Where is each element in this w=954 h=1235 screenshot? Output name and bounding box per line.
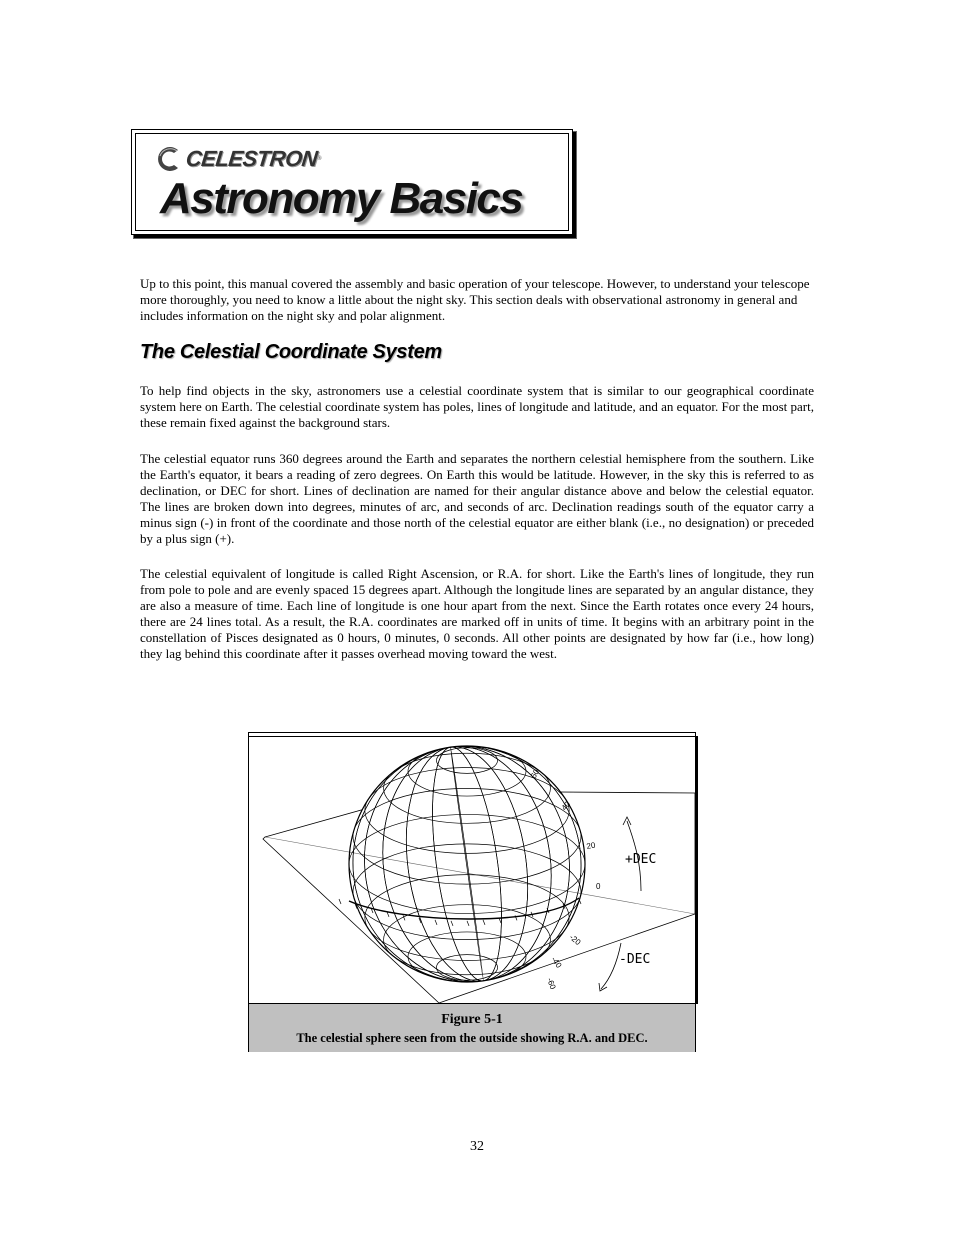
- dec-60-label: 60: [528, 767, 542, 780]
- banner-frame: [135, 133, 569, 231]
- celestron-swoosh-icon: [154, 144, 184, 174]
- figure-5-1: [248, 732, 696, 1052]
- dec-20-label: 20: [585, 840, 597, 851]
- section-heading: The Celestial Coordinate System: [140, 341, 442, 363]
- chapter-title: Astronomy Basics: [160, 174, 523, 223]
- paragraph-right-ascension: The celestial equivalent of longitude is called Right Ascension, or R.A. for short. Like the Earth's lines of longitude, they run from pole to pole and are evenly spaced 15 degrees apart. Although the longitude lines are separated by an angular distance, they are also a measure of time. Each line of longitude is one hour apart from the next. Since the Earth rotates once every 24 hours, there are 24 lines total. As a result, the R.A. coordinates are marked off in units of time. It begins with an arbitrary point in the constellation of Pisces designated as 0 hours, 0 minutes, 0 seconds. All other points are designated by how far (i.e., how long) they lag behind this coordinate after it passes overhead moving toward the west.: [140, 566, 814, 661]
- intro-paragraph: Up to this point, this manual covered the assembly and basic operation of your telescope. However, to understand your telescope more thoroughly, you need to know a little about the night sky. This section deals with observational astronomy in general and includes information on the night sky and polar alignment.: [140, 276, 810, 323]
- plus-dec-label: +DEC: [625, 852, 657, 867]
- brand-name: CELESTRON: [184, 146, 319, 171]
- registered-mark: ®: [317, 156, 322, 162]
- figure-caption-title: Figure 5-1: [441, 1012, 503, 1027]
- dec-m60-label: -60: [545, 976, 558, 991]
- celestron-logo: [154, 142, 322, 176]
- minus-dec-label: -DEC: [619, 952, 651, 967]
- figure-caption-text: The celestial sphere seen from the outside showing R.A. and DEC.: [296, 1031, 648, 1045]
- page-number: 32: [470, 1139, 484, 1154]
- dec-m40-label: -40: [549, 954, 564, 970]
- paragraph-coordinate-system: To help find objects in the sky, astronomers use a celestial coordinate system that is similar to our geographical coordinate system here on Earth. The celestial coordinate system has poles, lines of longitude and latitude, and an equator. For the most part, these remain fixed against the background stars.: [140, 383, 814, 430]
- celestial-sphere-drawing: [249, 733, 695, 1003]
- dec-40-label: 40: [559, 799, 573, 813]
- minus-dec-arrow-icon: [601, 943, 621, 989]
- dec-0-label: 0: [596, 882, 601, 891]
- chapter-banner: [131, 129, 573, 235]
- dec-m20-label: -20: [567, 932, 583, 947]
- figure-shadow-edge: [696, 736, 698, 1004]
- celestial-sphere-illustration: [249, 733, 695, 1004]
- figure-caption: [249, 1003, 695, 1052]
- ra-tick: [339, 899, 341, 904]
- paragraph-declination: The celestial equator runs 360 degrees around the Earth and separates the northern celestial hemisphere from the southern. Like the Earth's equator, it bears a reading of zero degrees. On Earth this would be latitude. However, in the sky this is referred to as declination, or DEC for short. Lines of declination are named for their angular distance above and below the celestial equator. The lines are broken down into degrees, minutes of arc, and seconds of arc. Declination readings south of the equator carry a minus sign (-) in front of the coordinate and those north of the celestial equator are either blank (i.e., no designation) or preceded by a plus sign (+).: [140, 451, 814, 546]
